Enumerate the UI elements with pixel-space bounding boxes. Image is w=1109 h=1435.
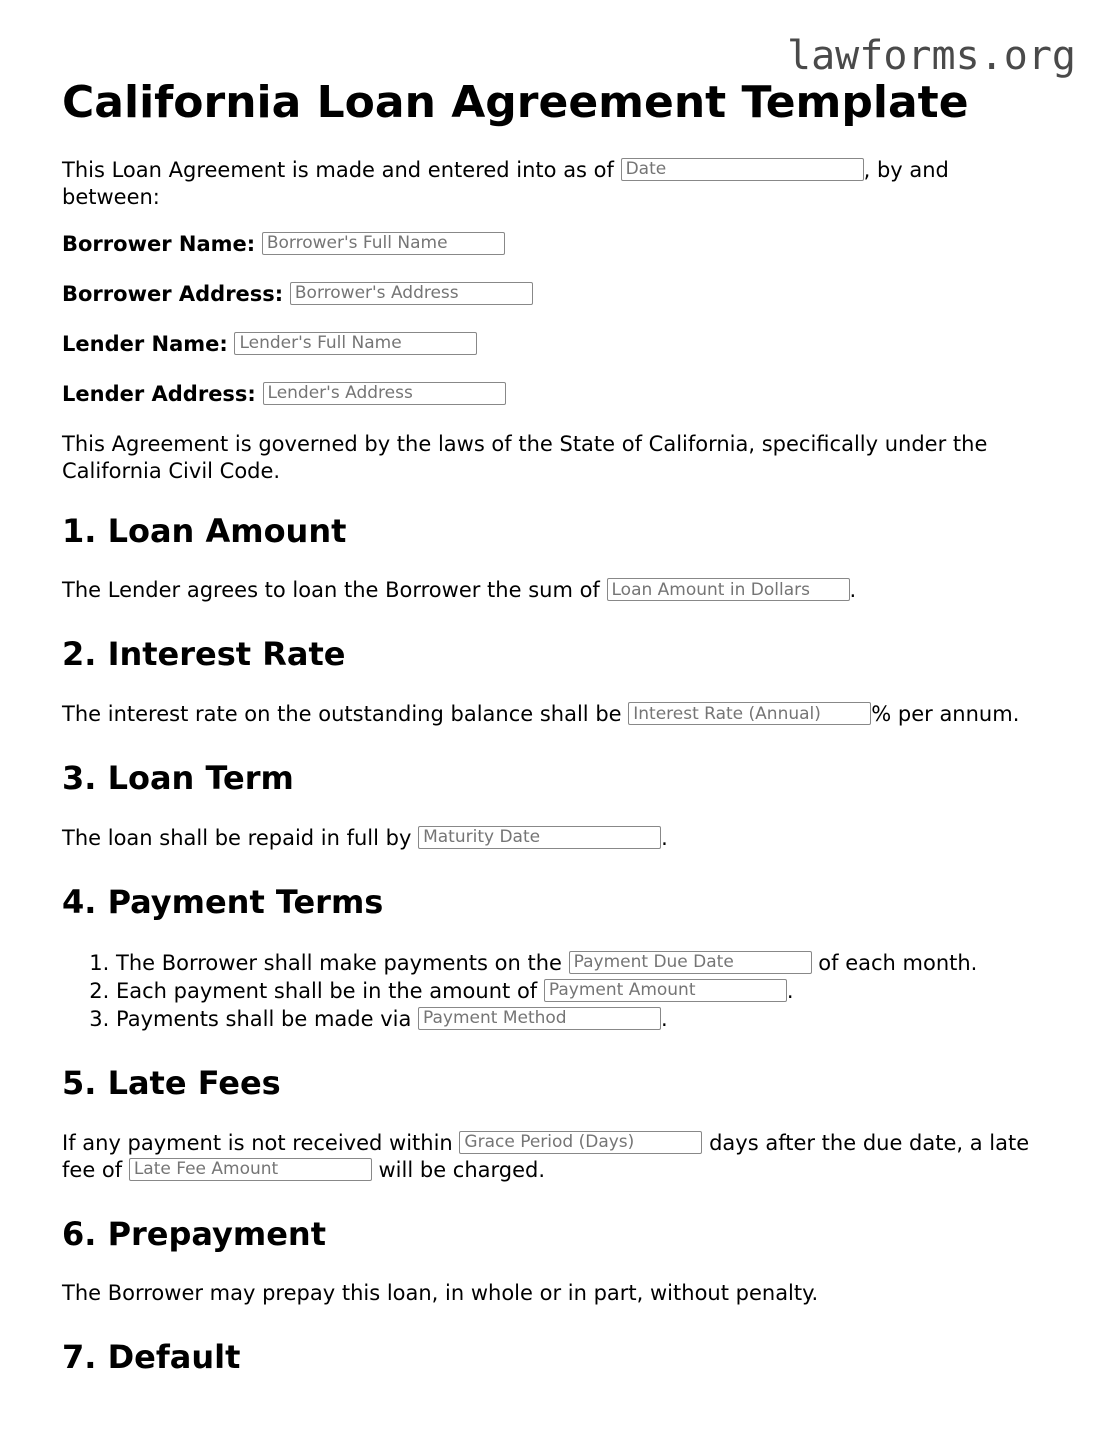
payment-terms-list	[62, 949, 1052, 1033]
loan-term-period: .	[661, 825, 668, 850]
document-page	[62, 78, 1052, 1404]
late-fees-text-before: If any payment is not received within	[62, 1130, 460, 1155]
payment-method-text: Payments shall be made via	[116, 1006, 418, 1031]
intro-text-after: , by and between:	[62, 157, 949, 209]
borrower-name-label: Borrower Name:	[62, 231, 256, 256]
lender-address-row	[62, 381, 1052, 408]
section-heading-interest-rate: 2. Interest Rate	[62, 635, 346, 674]
payment-method-input[interactable]	[418, 1007, 661, 1030]
interest-rate-paragraph	[62, 701, 1052, 728]
interest-rate-input[interactable]	[628, 702, 871, 725]
intro-paragraph	[62, 157, 1052, 211]
borrower-address-input[interactable]	[290, 282, 533, 305]
loan-amount-period: .	[849, 578, 857, 603]
section-heading-default: 7. Default	[62, 1338, 241, 1377]
payment-due-suffix: of each month.	[811, 950, 978, 975]
section-heading-prepayment: 6. Prepayment	[62, 1214, 326, 1253]
loan-amount-paragraph	[62, 577, 1052, 604]
loan-term-paragraph	[62, 825, 1052, 852]
loan-amount-input[interactable]	[607, 578, 850, 601]
section-heading-loan-term: 3. Loan Term	[62, 759, 294, 798]
loan-amount-text: The Lender agrees to loan the Borrower the sum of	[62, 578, 607, 603]
late-fees-paragraph	[62, 1130, 1052, 1184]
payment-due-date-input[interactable]	[569, 951, 812, 974]
section-heading-late-fees: 5. Late Fees	[62, 1063, 281, 1102]
grace-period-input[interactable]	[459, 1131, 702, 1154]
late-fee-amount-input[interactable]	[129, 1158, 372, 1181]
late-fees-text-after: will be charged.	[371, 1157, 546, 1182]
lender-name-input[interactable]	[234, 332, 477, 355]
interest-rate-text: The interest rate on the outstanding balance shall be	[62, 702, 629, 727]
site-watermark: lawforms.org	[787, 33, 1076, 79]
lender-address-input[interactable]	[263, 382, 506, 405]
borrower-name-row	[62, 231, 1052, 258]
section-heading-payment-terms: 4. Payment Terms	[62, 882, 384, 921]
list-item	[116, 1005, 1052, 1033]
borrower-address-label: Borrower Address:	[62, 281, 284, 306]
lender-address-label: Lender Address:	[62, 381, 256, 406]
lender-name-label: Lender Name:	[62, 331, 228, 356]
borrower-address-row	[62, 281, 1052, 308]
late-fees-text-middle: days after the due date, a late fee of	[62, 1130, 1030, 1182]
payment-method-period: .	[661, 1006, 668, 1031]
list-item	[116, 977, 1052, 1005]
prepayment-paragraph: The Borrower may prepay this loan, in whole or in part, without penalty.	[62, 1281, 819, 1306]
payment-amount-input[interactable]	[544, 979, 787, 1002]
section-heading-loan-amount: 1. Loan Amount	[62, 511, 347, 550]
payment-amount-period: .	[786, 978, 794, 1003]
borrower-name-input[interactable]	[262, 232, 505, 255]
loan-term-text: The loan shall be repaid in full by	[62, 825, 419, 850]
payment-due-text: The Borrower shall make payments on the	[116, 950, 569, 975]
agreement-date-input[interactable]	[621, 158, 864, 181]
maturity-date-input[interactable]	[418, 826, 661, 849]
list-item	[116, 949, 1052, 977]
lender-name-row	[62, 331, 1052, 358]
intro-text-before: This Loan Agreement is made and entered into as of	[62, 157, 621, 182]
governing-law-paragraph: This Agreement is governed by the laws of the State of California, specifically under the California Civil Code.	[62, 431, 988, 483]
payment-amount-text: Each payment shall be in the amount of	[116, 978, 544, 1003]
page-title: California Loan Agreement Template	[62, 77, 969, 128]
interest-rate-suffix: % per annum.	[871, 702, 1020, 727]
